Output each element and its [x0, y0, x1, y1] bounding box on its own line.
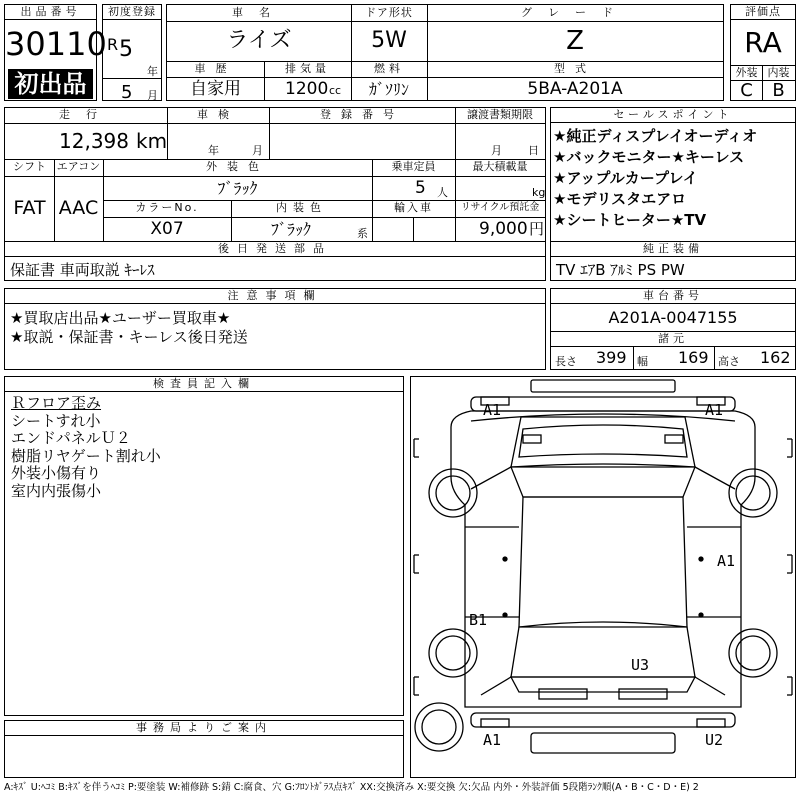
later-items: 保証書 車両取説 ｷｰﾚｽ	[10, 261, 155, 279]
color-no-label: カラーNo.	[135, 201, 199, 214]
displacement-label: 排気量	[285, 62, 330, 75]
inspector-line: Ｒフロア歪み	[11, 394, 102, 412]
registration-label: 初度登録	[103, 5, 161, 20]
height-label: 高さ	[718, 355, 740, 368]
sales-points-section	[550, 107, 796, 281]
dimensions-label: 諸元	[551, 332, 795, 347]
car-outline	[411, 377, 795, 777]
recycle-label: リサイクル預託金	[460, 202, 540, 213]
inspector-line: 外装小傷有り	[11, 464, 102, 482]
inspector-label: 検査員記入欄	[5, 377, 403, 392]
fuel-label: 燃料	[374, 62, 404, 75]
score-label: 評価点	[731, 5, 795, 20]
notes-label: 注意事項欄	[5, 289, 545, 304]
int-color-label: 内装色	[276, 201, 327, 214]
door-type-label: ドア形状	[365, 6, 413, 19]
width: 169	[678, 348, 709, 367]
lot-number: 30110	[5, 25, 107, 63]
damage-mark-front-right: A1	[705, 401, 724, 419]
door-type: 5W	[371, 28, 407, 53]
damage-mark-rear-right: U2	[705, 731, 724, 749]
month-unit: 月	[147, 89, 158, 102]
transfer-month-unit: 月	[491, 144, 502, 157]
car-diagram	[410, 376, 796, 778]
displacement: 1200	[285, 79, 329, 99]
sales-points-list	[553, 126, 793, 242]
legend: A:ｷｽﾞ U:ﾍｺﾐ B:ｷｽﾞを伴うﾍｺﾐ P:要塗装 W:補修跡 S:錆 C:腐食、穴 G:ﾌﾛﾝﾄｶﾞﾗｽ点ｷｽﾞ XX:交換済み X:要交換 欠:欠品 内外・外装評価 5段階ﾗﾝｸ順(A・B・C・D・E) 2	[4, 782, 699, 793]
color-no: X07	[150, 219, 184, 239]
mileage: 12,398	[59, 129, 129, 153]
capacity-label: 乗車定員	[391, 160, 436, 173]
history-label: 車歴	[194, 62, 237, 75]
ext-color: ﾌﾞﾗｯｸ	[217, 179, 258, 198]
chassis-label: 車台番号	[551, 289, 795, 304]
notes-section	[4, 288, 546, 370]
interior-grade-label: 内装	[767, 66, 790, 79]
int-color-suffix: 系	[357, 227, 368, 240]
width-label: 幅	[637, 355, 648, 368]
notes-lines	[10, 310, 540, 346]
inspector-line: エンドパネルＵ２	[11, 429, 131, 447]
damage-mark-front-left: A1	[483, 401, 502, 419]
car-name-label: 車名	[232, 6, 286, 19]
note-line: ★取説・保証書・キーレス後日発送	[10, 328, 248, 346]
exterior-grade-label: 外装	[735, 66, 758, 79]
damage-mark-rear-left: A1	[483, 731, 502, 749]
car-info-section	[166, 4, 724, 101]
office-label: 事務局よりご案内	[5, 721, 403, 736]
era-label: R	[107, 35, 119, 54]
capacity: 5	[415, 178, 426, 198]
sales-point: ★純正ディスプレイオーディオ	[553, 127, 758, 145]
lot-label: 出品番号	[5, 5, 96, 20]
ac-label: エアコン	[56, 160, 101, 173]
grade: Z	[566, 26, 584, 56]
inspector-line: シートすれ小	[11, 411, 101, 430]
chassis-section	[550, 288, 796, 370]
int-color: ﾌﾞﾗｯｸ	[270, 220, 311, 239]
sales-point: ★アップルカープレイ	[553, 169, 698, 187]
registration-year: 5	[119, 37, 133, 62]
length-label: 長さ	[555, 355, 577, 368]
year-unit: 年	[147, 65, 158, 78]
history: 自家用	[190, 79, 241, 99]
sales-point: ★シートヒーター★TV	[553, 211, 707, 229]
inspection-year-unit: 年	[208, 144, 219, 157]
inspection-label: 車検	[197, 108, 239, 121]
model-code: 5BA-A201A	[527, 79, 623, 99]
note-line: ★買取店出品★ユーザー買取車★	[10, 309, 231, 327]
length: 399	[596, 348, 627, 367]
specs-section	[4, 107, 546, 281]
genuine-equipment: TV ｴｱB ｱﾙﾐ PS PW	[556, 261, 685, 279]
inspection-month-unit: 月	[252, 144, 263, 157]
genuine-equipment-label: 純正装備	[551, 242, 795, 257]
inspector-lines	[11, 395, 401, 500]
displacement-unit: cc	[329, 84, 342, 97]
lot-section	[4, 4, 107, 101]
damage-mark-left-side: B1	[469, 611, 488, 629]
mileage-unit: km	[136, 129, 168, 153]
load-unit: kg	[532, 186, 546, 199]
sales-points-label: セールスポイント	[551, 108, 795, 123]
max-load-label: 最大積載量	[472, 160, 528, 173]
transfer-day-unit: 日	[528, 144, 539, 157]
mileage-label: 走行	[59, 108, 113, 121]
exterior-grade: C	[740, 80, 753, 101]
first-listing-badge	[8, 69, 93, 99]
registration-section	[102, 4, 162, 101]
plate-label: 登録番号	[320, 108, 404, 121]
office-section	[4, 720, 404, 778]
later-items-label: 後日発送部品	[5, 242, 545, 257]
sales-point: ★モデリスタエアロ	[553, 190, 687, 208]
car-name: ライズ	[226, 28, 292, 53]
import-label: 輸入車	[394, 201, 433, 214]
ext-color-label: 外装色	[206, 160, 269, 173]
model-label: 型式	[554, 62, 596, 75]
shift-label: シフト	[13, 160, 46, 173]
inspector-line: 室内内張傷小	[11, 481, 102, 500]
height: 162	[760, 348, 791, 367]
registration-month: 5	[121, 82, 133, 103]
score-section	[730, 4, 796, 101]
damage-mark-right-side: A1	[717, 552, 736, 570]
first-listing-text: 初出品	[14, 70, 87, 98]
shift: FAT	[13, 197, 46, 219]
recycle-unit: 円	[529, 220, 545, 238]
score: RA	[744, 26, 782, 59]
inspector-section	[4, 376, 404, 716]
interior-grade: B	[772, 80, 785, 101]
transfer-deadline-label: 譲渡書類期限	[467, 108, 533, 121]
ac: AAC	[58, 197, 99, 219]
damage-mark-roof: U3	[631, 656, 650, 674]
chassis-number: A201A-0047155	[608, 308, 738, 327]
sales-point: ★バックモニター★キーレス	[553, 148, 745, 166]
inspector-line: 樹脂リヤゲート割れ小	[11, 446, 161, 465]
recycle-fee: 9,000	[479, 219, 528, 239]
fuel: ｶﾞｿﾘﾝ	[368, 80, 409, 99]
grade-label: グレード	[521, 6, 629, 19]
capacity-unit: 人	[437, 186, 448, 199]
